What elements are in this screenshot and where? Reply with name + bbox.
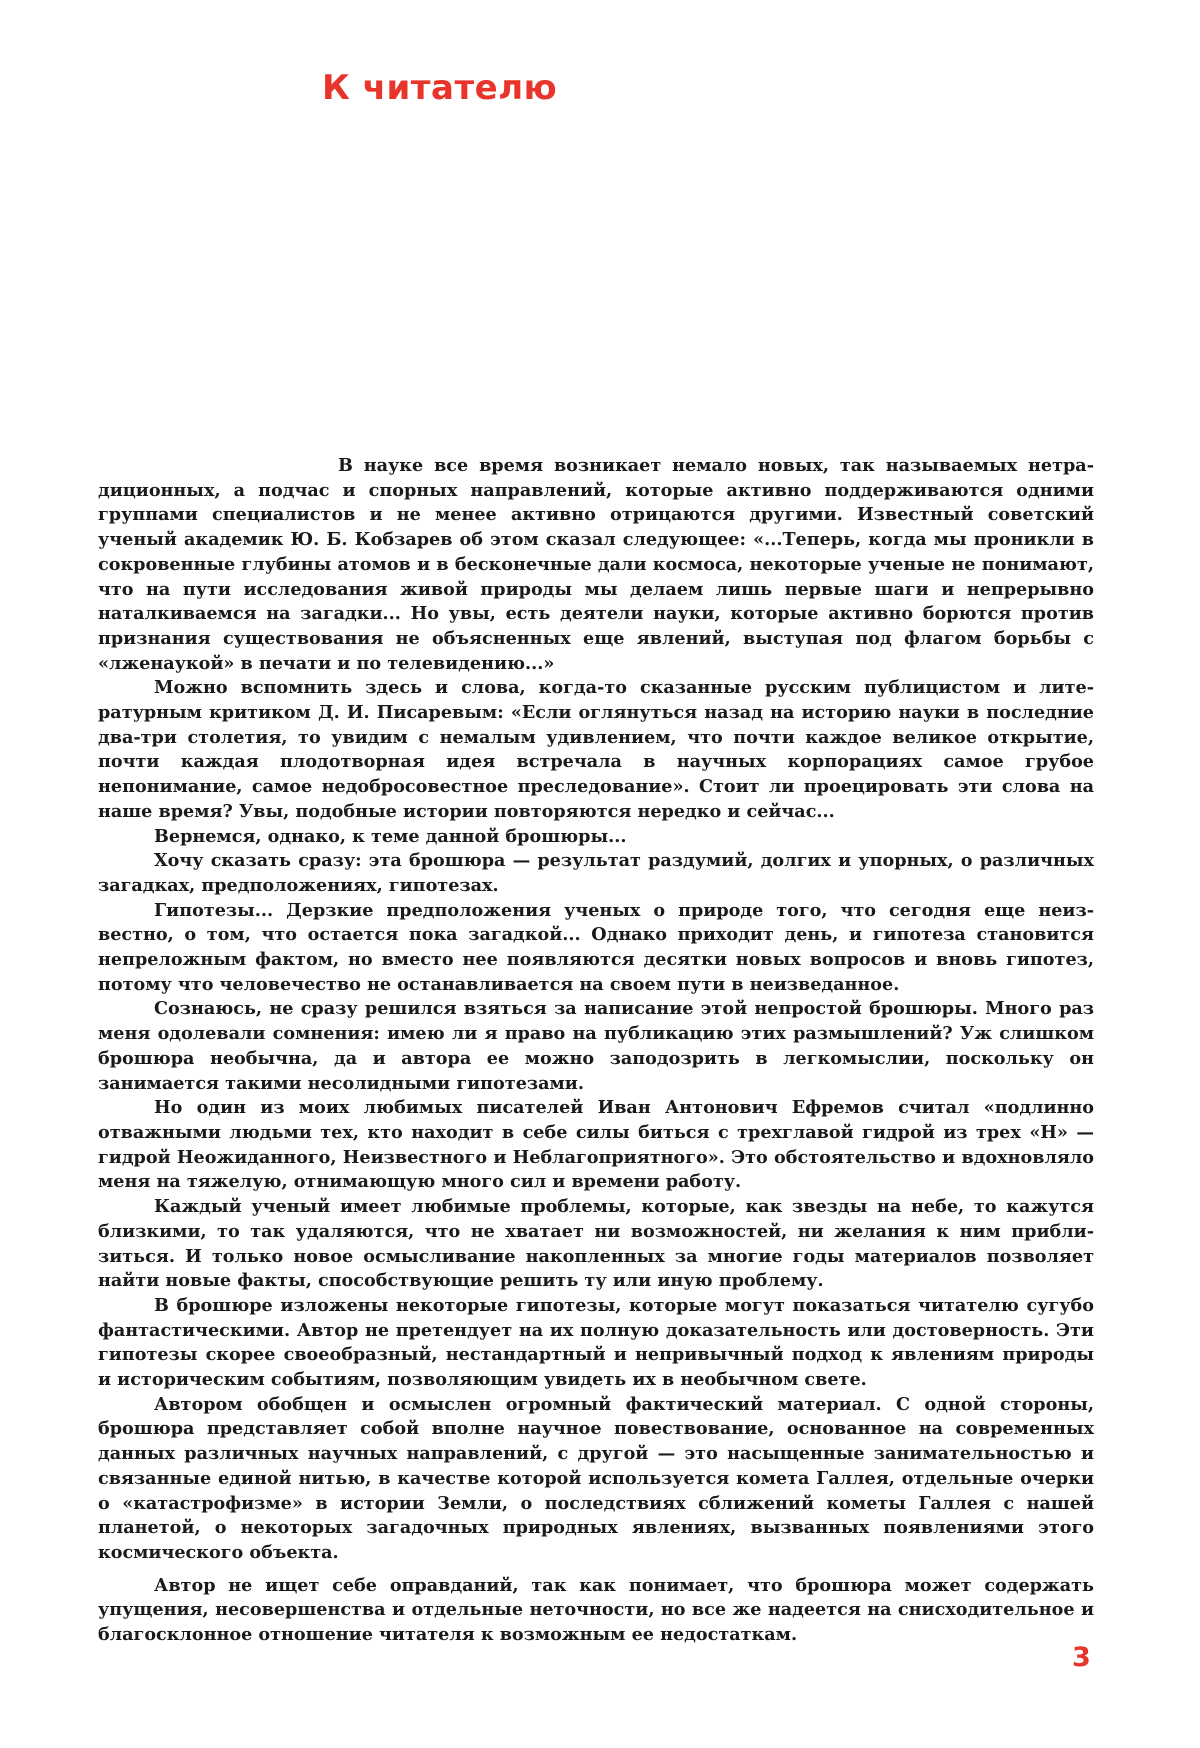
page-title: К читателю [322,68,557,108]
paragraph: Каждый ученый имеет любимые проблемы, которые, как звезды на небе, то кажутся близкими, то так удаляются, что не хватает ни возможностей, ни желания к ним прибли­зиться. И только новое осмысливание накопленных за многие годы материалов позволя­ет найти новые факты, способствующие решить ту или иную проблему. [98,1195,1094,1294]
page-number: 3 [1072,1642,1091,1673]
paragraph: Сознаюсь, не сразу решился взяться за написание этой непростой брошюры. Мно­го раз меня одолевали сомнения: имею ли я право на публикацию этих размышлений? Уж слишком брошюра необычна, да и автора ее можно заподозрить в легкомыслии, поскольку он занимается такими несолидными гипотезами. [98,997,1094,1096]
paragraph: Автор не ищет себе оправданий, так как понимает, что брошюра может содержать упущения, несовершенства и отдельные неточности, но все же надеется на снисходитель­ное и благосклонное отношение читателя к возможным ее недостаткам. [98,1574,1094,1648]
paragraph: Но один из моих любимых писателей Иван Антонович Ефремов считал «подлинно отважными людьми тех, кто находит в себе силы биться с трехглавой гидрой из трех «Н» — гидрой Неожиданного, Неизвестного и Неблагоприятного». Это обстоятельство и вдохновляло меня на тяжелую, отнимающую много сил и времени работу. [98,1096,1094,1195]
paragraph: Хочу сказать сразу: эта брошюра — результат раздумий, долгих и упорных, о раз­личных загадках, предположениях, гипотезах. [98,849,1094,898]
paragraph: Гипотезы... Дерзкие предположения ученых о природе того, что сегодня еще неиз­вестно, о том, что остается пока загадкой... Однако приходит день, и гипотеза становится непреложным фактом, но вместо нее появляются десятки новых вопросов и вновь гипотез, потому что человечество не останавливается на своем пути в неизведанное. [98,899,1094,998]
paragraph: Автором обобщен и осмыслен огромный фактический материал. С одной стороны, брошюра представляет собой вполне научное повествование, основанное на современных данных различных научных направлений, с другой — это насыщенные занимательностью и связанные единой нитью, в качестве которой используется комета Галлея, отдельные очерки о «катастрофизме» в истории Земли, о последствиях сближений кометы Галлея с нашей планетой, о некоторых загадочных природных явлениях, вызванных появлениями этого космического объекта. [98,1393,1094,1566]
paragraph: Вернемся, однако, к теме данной брошюры... [98,825,1094,850]
paragraph: В брошюре изложены некоторые гипотезы, которые могут показаться читателю сугубо фантастическими. Автор не претендует на их полную доказательность или досто­верность. Эти гипотезы скорее своеобразный, нестандартный и непривычный подход к я­влениям природы и историческим событиям, позволяющим увидеть их в необычном свете. [98,1294,1094,1393]
paragraph: Можно вспомнить здесь и слова, когда-то сказанные русским публицистом и лите­ратурным критиком Д. И. Писаревым: «Если оглянуться назад на историю науки в последние два-три столетия, то увидим с немалым удивлением, что почти каждое великое открытие, почти каждая плодотворная идея встречала в научных корпорациях самое грубое непонимание, самое недобросовестное преследование». Стоит ли проецировать эти слова на наше время? Увы, подобные истории повторяются нередко и сейчас... [98,676,1094,824]
body-text [98,454,1094,1648]
paragraph: В науке все время возникает немало новых, так называемых нетра­диционных, а подчас и спорных направлений, которые активно поддерживаются одними группами специалистов и не менее активно отрицаются другими. Известный советский ученый академик Ю. Б. Кобзарев об этом сказал следующее: «...Теперь, когда мы проник­ли в сокровенные глубины атомов и в бесконечные дали космоса, некоторые ученые не понимают, что на пути исследования живой природы мы делаем лишь первые шаги и непрерывно наталкиваемся на загадки... Но увы, есть деятели науки, которые активно борются против признания существования не объясненных еще явлений, выступая под флагом борьбы с «лженаукой» в печати и по телевидению...» [98,454,1094,676]
